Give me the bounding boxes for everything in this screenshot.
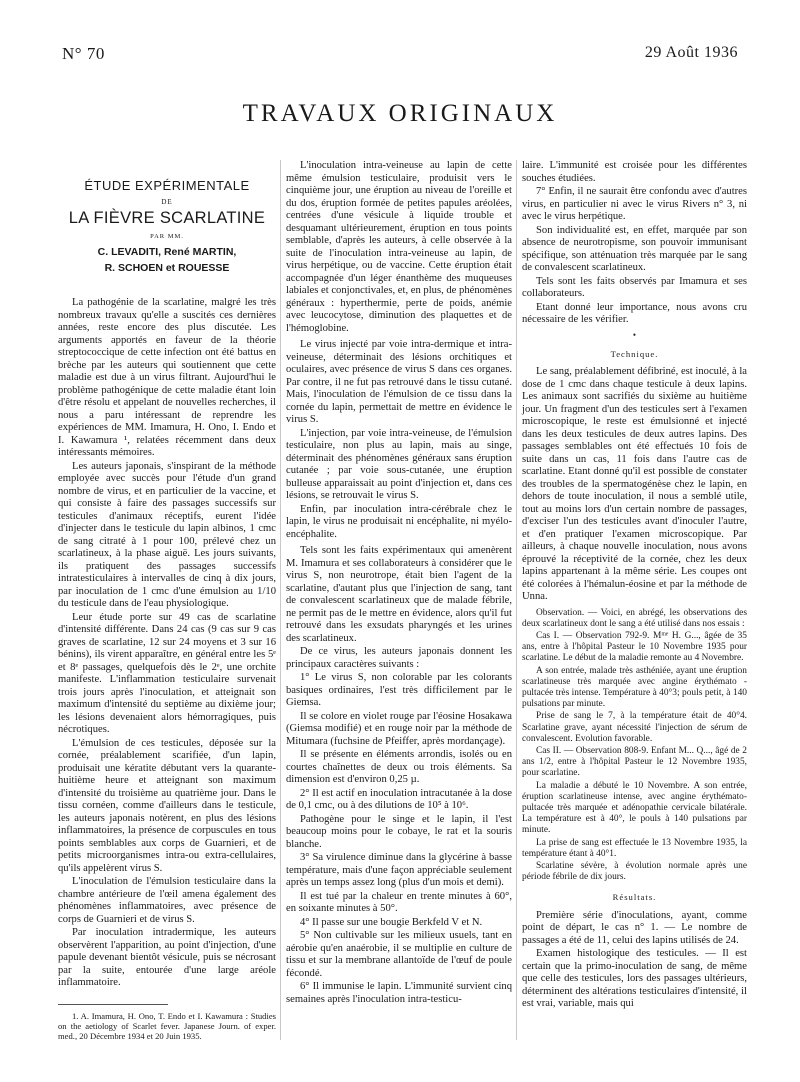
paragraph: 6° Il immunise le lapin. L'immunité survient cinq semaines après l'inoculation intra-testicu-	[286, 981, 512, 1005]
paragraph: 3° Sa virulence diminue dans la glycérine à basse température, mais d'une façon appréciable seulement après un temps assez long (plus d'un mois et demi).	[286, 852, 512, 888]
paragraph: 7° Enfin, il ne saurait être confondu avec d'autres virus, en particulier ni avec le virus Rivers n° 3, ni avec le virus herpétique.	[522, 186, 747, 222]
paragraph: La pathogénie de la scarlatine, malgré les très nombreux travaux qu'elle a suscités ces dernières années, reste encore des plus discutée. Les arguments apportés en faveur de la théorie streptococcique de cette infection ont été battus en brèche par les auteurs qui soutiennent que cette maladie est due à un virus filtrant. Aujourd'hui le problème pathogénique de cette maladie étant loin d'être résolu et appelant de nouvelles recherches, il nous a paru intéressant de reprendre les expériences de MM. Imamura, H. Ono, I. Endo et I. Kawamura ¹, relatées récemment dans deux intéressants mémoires.	[58, 297, 276, 458]
paragraph: Il est tué par la chaleur en trente minutes à 60°, en soixante minutes à 50°.	[286, 890, 512, 914]
case-paragraph: La prise de sang est effectuée le 13 Novembre 1935, la température étant à 40°1.	[522, 837, 747, 859]
paragraph: 4° Il passe sur une bougie Berkfeld V et N.	[300, 916, 483, 928]
results-heading: Résultats.	[612, 892, 657, 903]
case-paragraph: Cas II. — Observation 808-9. Enfant M... Q..., âgé de 2 ans 1/2, entre à l'hôpital Pasteur le 12 Novembre 1935, pour scarlatine.	[522, 745, 747, 779]
paragraph: 1° Le virus S, non colorable par les colorants basiques ordinaires, l'est très difficilement par le Giemsa.	[286, 672, 512, 708]
article-heading	[58, 180, 276, 275]
paragraph: Il se présente en éléments arrondis, isolés ou en courtes chaînettes de deux ou trois éléments. Sa dimension est d'environ 0,25 µ.	[286, 749, 512, 785]
paragraph: Tels sont les faits expérimentaux qui amenèrent M. Imamura et ses collaborateurs à considérer que le virus S, non neurotrope, était bien l'agent de la scarlatine, d'autant plus que l'injection de sang, tant de convalescent scarlatineux que de malade fébrile, ne permit pas de le mettre en évidence, alors qu'il fut retrouvé dans les exsudats pharyngés et les urines des scarlatineux.	[286, 545, 512, 644]
article-kicker: ÉTUDE EXPÉRIMENTALE	[84, 178, 250, 193]
column-divider	[516, 160, 517, 1040]
paragraph: L'injection, par voie intra-veineuse, de l'émulsion testiculaire, non plus au lapin, mais au singe, déterminait des phénomènes généraux sans éruption cutanée ; par voie sous-cutanée, une éruption bulleuse apparaissait au point d'injection et, dans ces lésions, se retrouvait le virus S.	[286, 427, 512, 501]
paragraph: 2° Il est actif en inoculation intracutanée à la dose de 0,1 cmc, ou à des dilutions de 10⁵ à 10⁶.	[286, 787, 512, 811]
technique-heading: Technique.	[610, 348, 659, 359]
article-authors-line2: R. SCHOEN et ROUESSE	[104, 262, 230, 274]
paragraph: Les auteurs japonais, s'inspirant de la méthode employée avec succès pour l'étude d'un grand nombre de virus, et en particulier de la vaccine, et qui consiste à faire des passages successifs sur testicules d'animaux réceptifs, eurent l'idée d'injecter dans le testicule du lapin albinos, 1 cmc de sang citraté à 1 pour 100, prélevé chez un scarlatineux, à la phase aiguë. Les jours suivants, ils pratiquent des passages successifs intratesticulaires à intervalles de cinq à dix jours, par inoculation de 1 cmc d'une émulsion au 1/10 du testicule dans de l'eau physiologique.	[58, 460, 276, 609]
paragraph: De ce virus, les auteurs japonais donnent les principaux caractères suivants :	[286, 646, 512, 670]
paragraph: laire. L'immunité est croisée pour les différentes souches étudiées.	[522, 160, 747, 184]
paragraph: Tels sont les faits observés par Imamura et ses collaborateurs.	[522, 275, 747, 299]
paragraph: 5° Non cultivable sur les milieux usuels, tant en aérobie qu'en anaérobie, il se multiplie en culture de tissu et sur la membrane allantoïde de l'œuf de poule fécondé.	[286, 930, 512, 979]
case-paragraph: Cas I. — Observation 792-9. Mᵐᵉ H. G..., âgée de 35 ans, entre à l'hôpital Pasteur le 10 Novembre 1935 pour scarlatine. Le début de la maladie remonte au 4 Novembre.	[522, 630, 747, 664]
paragraph: Examen histologique des testicules. — Il est certain que la primo-inoculation de sang, de même que celle des testicules, lors des passages ultérieurs, déterminent des altérations testiculaires d'intensité, il est vrai, variable, mais qui	[522, 948, 747, 1010]
case-paragraph: La maladie a débuté le 10 Novembre. A son entrée, éruption scarlatineuse intense, avec angine érythémato-pultacée très marquée et adénopathie cervicale bilatérale. La température est à 40°, le pouls à 140 pulsations par minute.	[522, 780, 747, 836]
paragraph: Leur étude porte sur 49 cas de scarlatine d'intensité différente. Dans 24 cas (9 cas sur 9 cas graves de scarlatine, 12 sur 24 moyens et 3 sur 16 bénins), ils virent apparaître, en général entre les 5ᵉ et 8ᵉ passages, quelquefois dès le 2ᵉ, une orchite manifeste. L'inflammation testiculaire survenait trois jours après l'inoculation, et atteignait son maximum d'intensité du septième au dixième jour; les lésions devenaient alors hémorragiques, puis nécrotiques.	[58, 611, 276, 735]
footnote: 1. A. Imamura, H. Ono, T. Endo et I. Kawamura : Studies on the aetiology of Scarlet fever. Japanese Journ. of exper. med., 20 Décembre 1934 et 20 Juin 1935.	[58, 1010, 276, 1042]
separator-dot: •	[632, 329, 637, 340]
paragraph: Pathogène pour le singe et le lapin, il l'est beaucoup moins pour le cobaye, le rat et la souris blanche.	[286, 813, 512, 850]
paragraph: L'émulsion de ces testicules, déposée sur la cornée, préalablement scarifiée, d'un lapin, produisait une kératite débutant vers la quarante-huitième heure et atteignant son maximum d'intensité du troisième au quatrième jour. Dans le tissu cornéen, comme d'ailleurs dans le testicule, les auteurs japonais notèrent, en plus des lésions inflammatoires, la présence de corpuscules en tous points semblables aux corps de Guarnieri, et de petits microorganismes intra-ou extra-cellulaires, qu'ils appelèrent virus S.	[58, 737, 276, 874]
issue-number: N° 70	[62, 44, 105, 63]
paragraph: Première série d'inoculations, ayant, comme point de départ, le cas n° 1. — Le nombre de passages a été de 11, celui des lapins utilisés de 24.	[522, 909, 747, 946]
observation-intro: Observation. — Voici, en abrégé, les observations des deux scarlatineux dont le sang a été utilisé dans nos essais :	[522, 607, 747, 629]
column-2	[286, 160, 512, 1007]
case-paragraph: A son entrée, malade très asthéniée, ayant une éruption scarlatineuse très marquée avec angine érythémato - pultacée très intense. Température à 40°3; pouls petit, à 140 pulsations par minute.	[522, 665, 747, 710]
paragraph: Etant donné leur importance, nous avons cru nécessaire de les vérifier.	[522, 301, 747, 325]
paragraph: Le virus injecté par voie intra-dermique et intra-veineuse, déterminait des lésions orchitiques et oculaires, avec présence de virus S dans ces organes. Par contre, il ne fut pas retrouvé dans le tissu cutané. Mais, l'inoculation de l'émulsion de ce tissu dans la cornée du lapin, permettait de mettre en évidence le virus S.	[286, 339, 512, 425]
issue-date: 29 Août 1936	[644, 44, 738, 61]
paragraph: Enfin, par inoculation intra-cérébrale chez le lapin, le virus ne produisait ni encéphalite, ni myélo-encéphalite.	[286, 503, 512, 540]
paragraph: Son individualité est, en effet, marquée par son absence de neurotropisme, son pouvoir immunisant spécifique, son atténuation très marquée par le sang de convalescent scarlatineux.	[522, 224, 747, 273]
case-paragraph: Scarlatine sévère, à évolution normale après une période fébrile de dix jours.	[522, 860, 747, 883]
section-title: TRAVAUX ORIGINAUX	[242, 100, 558, 127]
case-paragraph: Prise de sang le 7, à la température était de 40°4. Scarlatine grave, ayant nécessité l'injection de sérum de convalescent. Evolution favorable.	[522, 711, 747, 744]
column-3	[522, 160, 747, 1012]
column-divider	[280, 160, 281, 1040]
running-head	[62, 44, 738, 68]
article-de: DE	[161, 197, 173, 206]
paragraph: Par inoculation intradermique, les auteurs observèrent l'apparition, au point d'injection, d'une papule devenant bientôt vésicule, puis se nécrosant par la suite, entourée d'une large aréole inflammatoire.	[58, 927, 276, 988]
paragraph: L'inoculation de l'émulsion testiculaire dans la chambre antérieure de l'œil amena également des phénomènes inflammatoires, avec présence de corps de Guarnieri et de virus S.	[58, 876, 276, 925]
column-1	[58, 160, 276, 1043]
paragraph: L'inoculation intra-veineuse au lapin de cette même émulsion testiculaire, produisit vers le cinquième jour, une éruption au niveau de l'oreille et du dos, éruption formée de petites papules aréolées, centrées d'une vésicule à liquide trouble et desquamant ultérieurement, éruption en tous points semblable, d'après les auteurs, à celle observée à la suite de l'inoculation intra-veineuse au lapin, de virus herpétique, ou de vaccine. Cette éruption était accompagnée d'un léger énanthème des muqueuses labiales et conjonctivales, et, en plus, de phénomènes généraux : hyperthermie, perte de poids, anémie avec leucocytose, diminution des plaquettes et de l'hémoglobine.	[286, 160, 512, 334]
article-title: LA FIÈVRE SCARLATINE	[68, 209, 266, 227]
article-par: PAR MM.	[150, 232, 184, 240]
paragraph: Le sang, préalablement défibriné, est inoculé, à la dose de 1 cmc dans chaque testicule à deux lapins. Les animaux sont sacrifiés du sixième au huitième jour. Un fragment d'un des testicules sert à l'examen microscopique, le reste est émulsionné et injecté dans les deux testicules de deux autres lapins. Des passages semblables ont été effectués 10 fois de suite dans un cas, 11 fois dans l'autre cas de scarlatine. Etant donné qu'il est possible de constater des troubles de la spermatogénèse chez le lapin, en dehors de toute inoculation, il nous a semblé utile, tout au moins lors d'un certain nombre de passages, d'exciser l'un des testicules avant d'inoculer l'autre, et d'en pratiquer l'examen microscopique. Par ailleurs, à chaque nouvelle inoculation, nous avons éprouvé la réceptivité de la cornée, chez les deux lapins appartenant à la même série. Les coupes ont été colorées à l'hémalun-éosine et par la méthode de Unna.	[522, 366, 747, 602]
article-authors-line1: C. LEVADITI, René MARTIN,	[97, 246, 237, 258]
paragraph: Il se colore en violet rouge par l'éosine Hosakawa (Giemsa modifié) et en rouge noir par la méthode de Mitumara (fuchsine de Pfeiffer, après mordançage).	[286, 710, 512, 747]
footnote-rule	[58, 1004, 168, 1005]
